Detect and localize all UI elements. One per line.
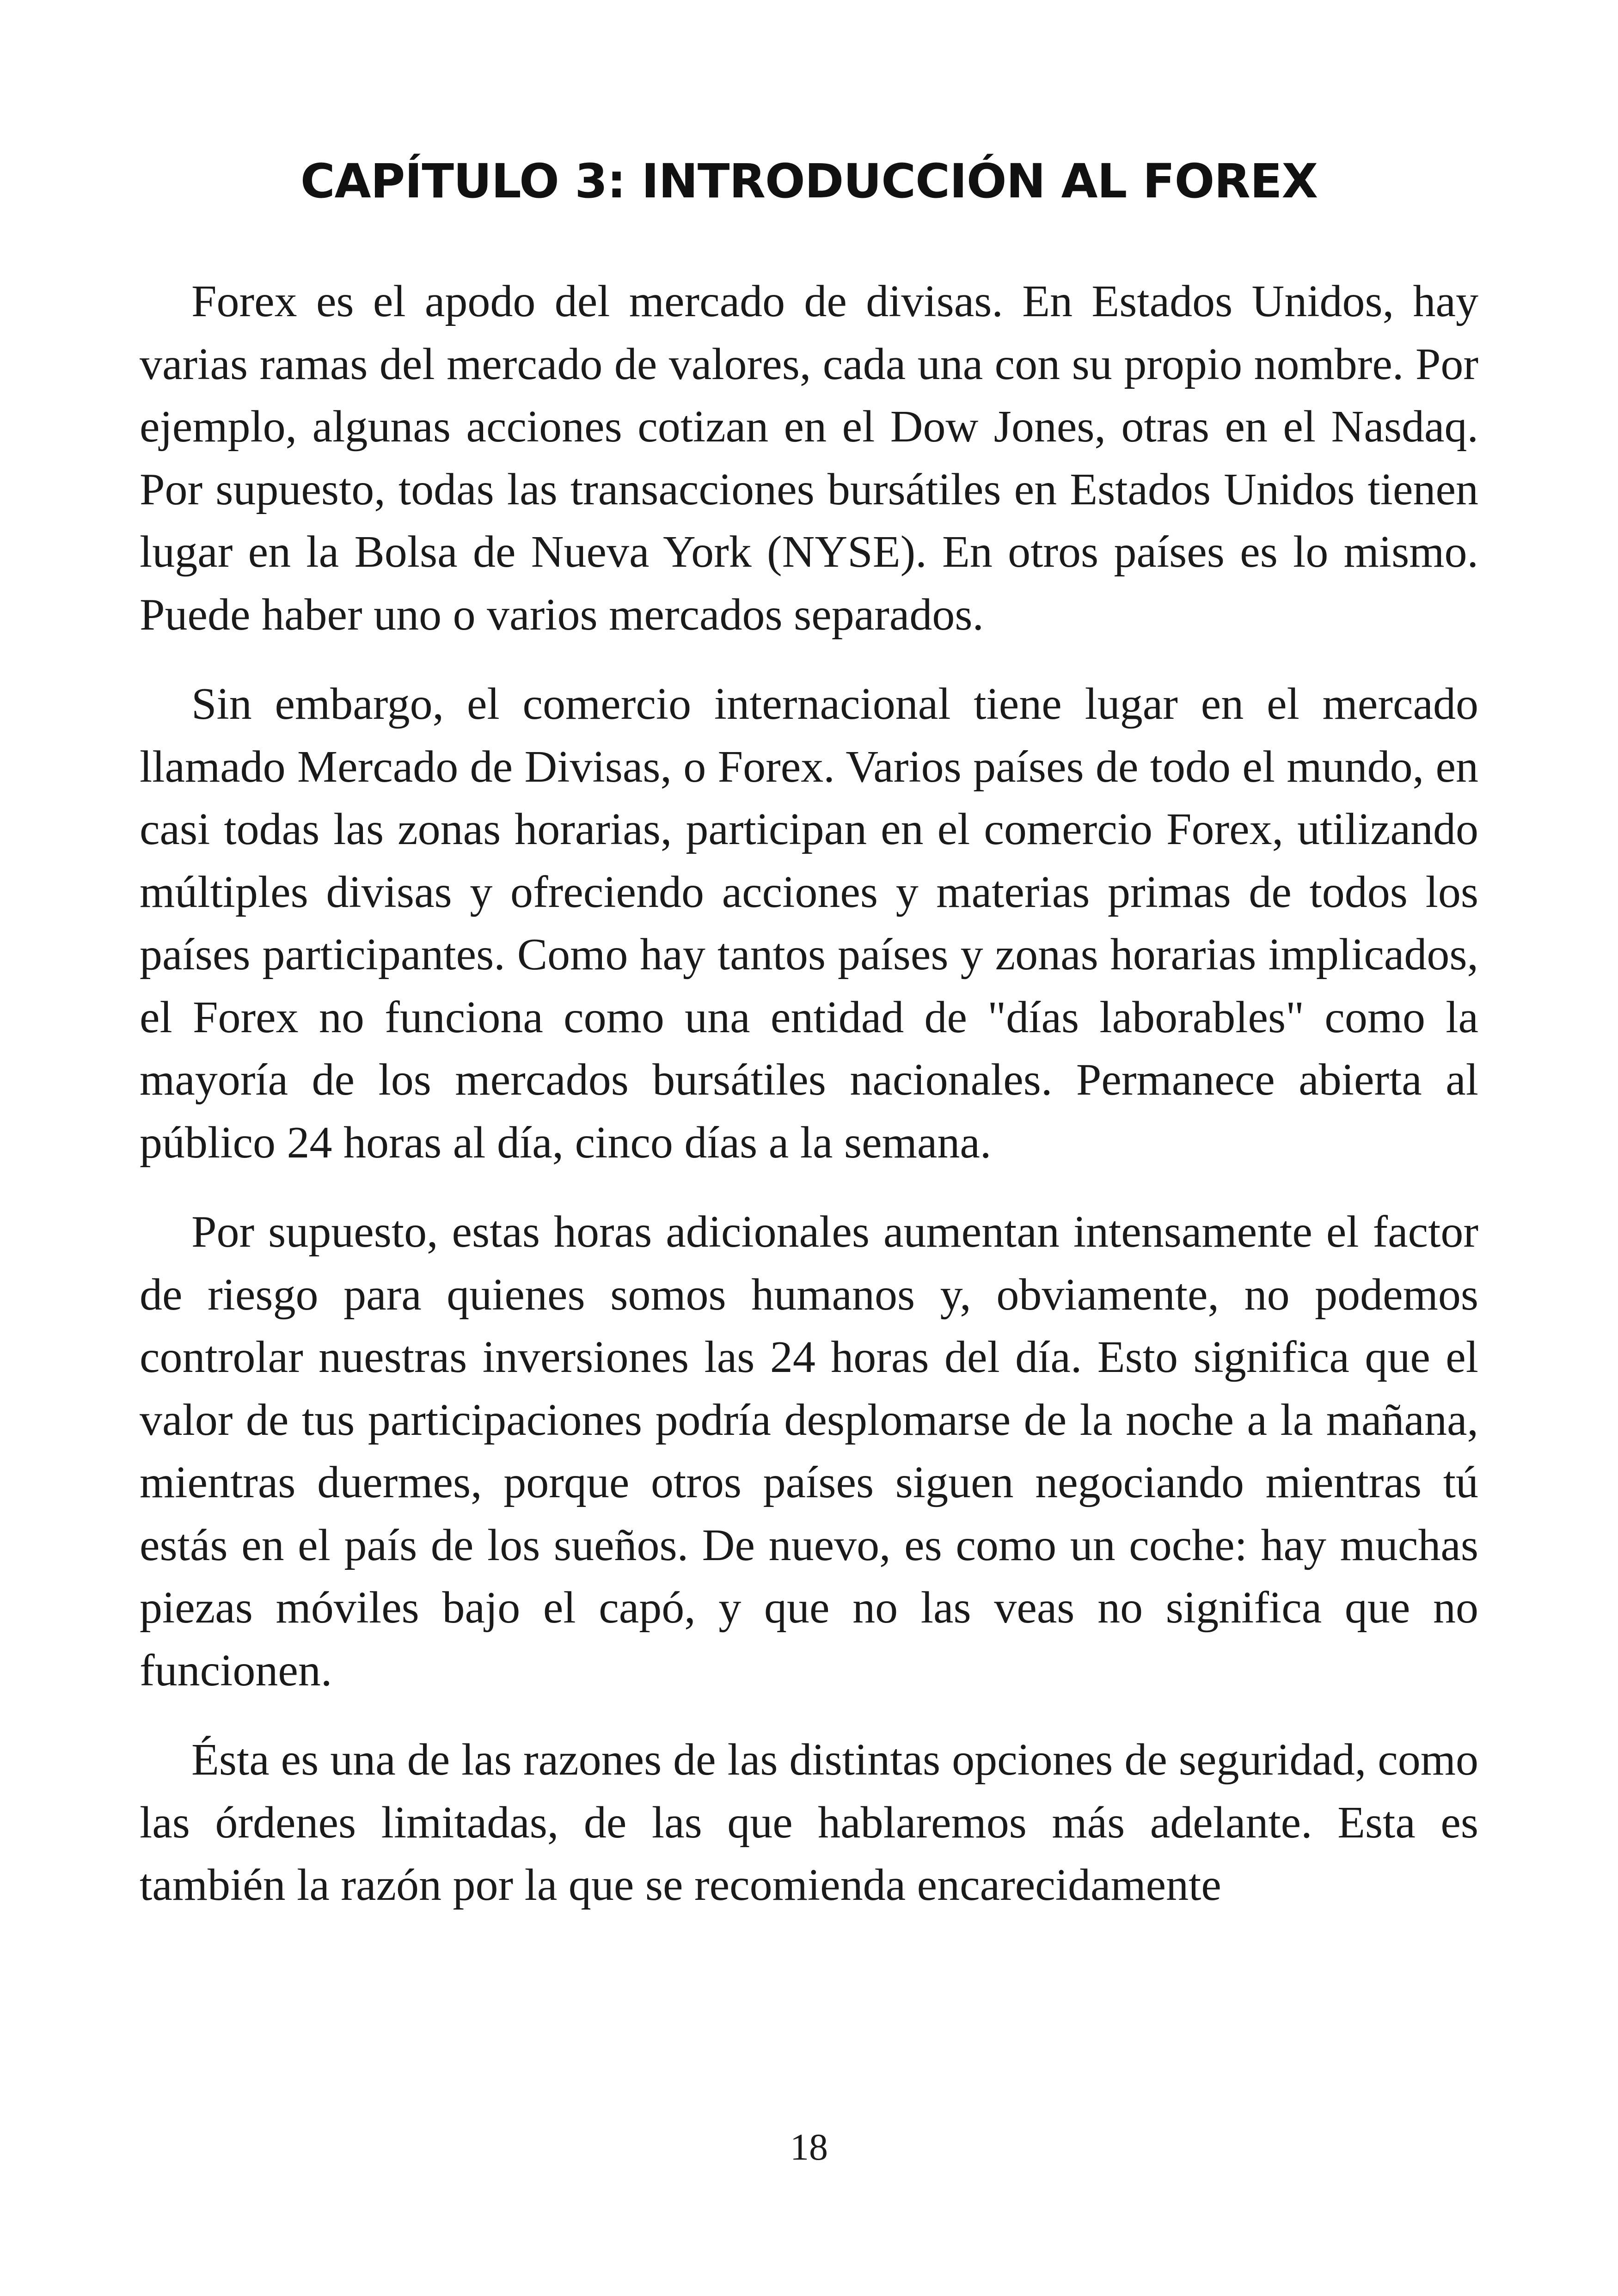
page-number: 18	[790, 2126, 828, 2168]
body-text	[140, 270, 1478, 1944]
paragraph-2: Sin embargo, el comercio internacional tiene lugar en el mercado llamado Mercado de Divisas, o Forex. Varios países de todo el mundo, en casi todas las zonas horarias, participan en el comercio Forex, utilizando múltiples divisas y ofreciendo acciones y materias primas de todos los países participantes. Como hay tantos países y zonas horarias implicados, el Forex no funciona como una entidad de "días laborables" como la mayoría de los mercados bursátiles nacionales. Permanece abierta al público 24 horas al día, cinco días a la semana.	[140, 679, 1478, 1168]
chapter-title: CAPÍTULO 3: INTRODUCCIÓN AL FOREX	[300, 154, 1318, 209]
paragraph-4: Ésta es una de las razones de las distintas opciones de seguridad, como las órdenes limitadas, de las que hablaremos más adelante. Esta es también la razón por la que se recomienda encarecidamente	[140, 1735, 1478, 1910]
paragraph-1: Forex es el apodo del mercado de divisas. En Estados Unidos, hay varias ramas del mercado de valores, cada una con su propio nombre. Por ejemplo, algunas acciones cotizan en el Dow Jones, otras en el Nasdaq. Por supuesto, todas las transacciones bursátiles en Estados Unidos tienen lugar en la Bolsa de Nueva York (NYSE). En otros países es lo mismo. Puede haber uno o varios mercados separados.	[140, 276, 1478, 640]
paragraph-3: Por supuesto, estas horas adicionales aumentan intensamente el factor de riesgo para quienes somos humanos y, obviamente, no podemos controlar nuestras inversiones las 24 horas del día. Esto significa que el valor de tus participaciones podría desplomarse de la noche a la mañana, mientras duermes, porque otros países siguen negociando mientras tú estás en el país de los sueños. De nuevo, es como un coche: hay muchas piezas móviles bajo el capó, y que no las veas no significa que no funcionen.	[140, 1207, 1478, 1696]
